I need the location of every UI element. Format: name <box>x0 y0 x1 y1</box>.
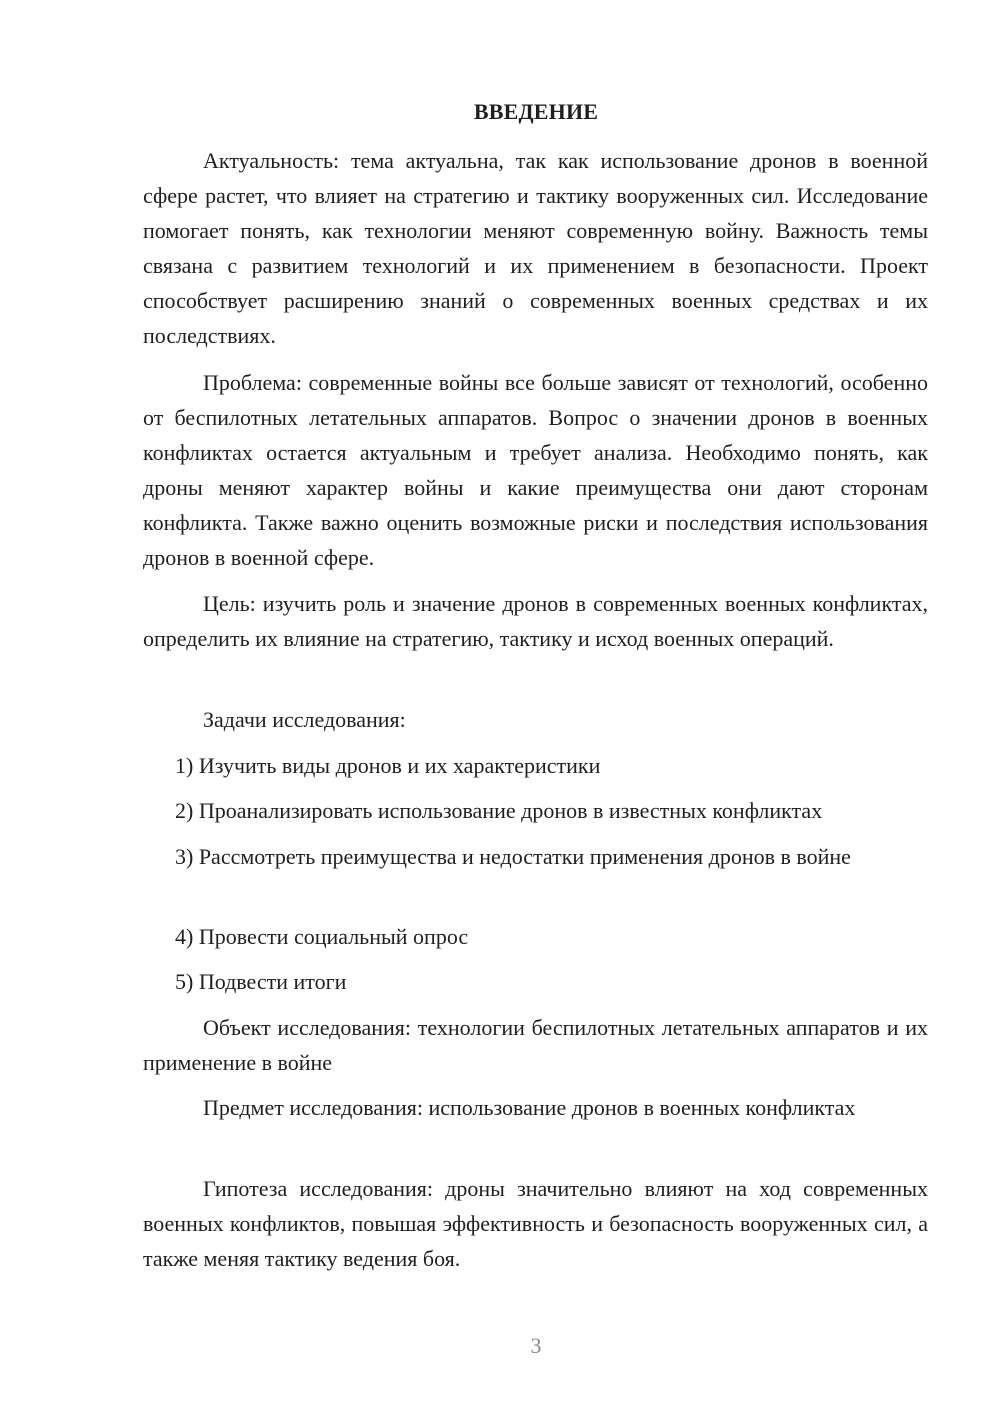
page-number: 3 <box>530 1333 542 1358</box>
paragraph-subject: Предмет исследования: использование дронов в военных конфликтах <box>203 1095 856 1120</box>
paragraph-relevance: Актуальность: тема актуальна, так как использование дронов в военной сфере растет, что влияет на стратегию и тактику вооруженных сил. Исследование помогает понять, как технологии меняют современную войну. Важность темы связана с развитием технологий и их применением в безопасности. Проект способствует расширению знаний о современных военных средствах и их последствиях. <box>143 148 928 348</box>
paragraph-problem: Проблема: современные войны все больше зависят от технологий, особенно от беспилотных летательных аппаратов. Вопрос о значении дронов в военных конфликтах остается актуальным и требует анализа. Необходимо понять, как дроны меняют характер войны и какие преимущества они дают сторонам конфликта. Также важно оценить возможные риски и последствия использования дронов в военной сфере. <box>143 370 928 570</box>
paragraph-goal: Цель: изучить роль и значение дронов в современных военных конфликтах, определить их влияние на стратегию, тактику и исход военных операций. <box>143 591 928 651</box>
task-item-3: 3) Рассмотреть преимущества и недостатки применения дронов в войне <box>175 844 851 869</box>
tasks-heading: Задачи исследования: <box>203 707 406 732</box>
task-item-4: 4) Провести социальный опрос <box>175 924 469 949</box>
paragraph-object: Объект исследования: технологии беспилотных летательных аппаратов и их применение в войне <box>143 1015 928 1075</box>
task-item-5: 5) Подвести итоги <box>175 969 347 994</box>
task-item-1: 1) Изучить виды дронов и их характеристики <box>175 753 601 778</box>
paragraph-hypothesis: Гипотеза исследования: дроны значительно влияют на ход современных военных конфликтов, повышая эффективность и безопасность вооруженных сил, а также меняя тактику ведения боя. <box>143 1176 928 1271</box>
section-heading: ВВЕДЕНИЕ <box>473 99 599 124</box>
task-item-2: 2) Проанализировать использование дронов в известных конфликтах <box>175 798 823 823</box>
